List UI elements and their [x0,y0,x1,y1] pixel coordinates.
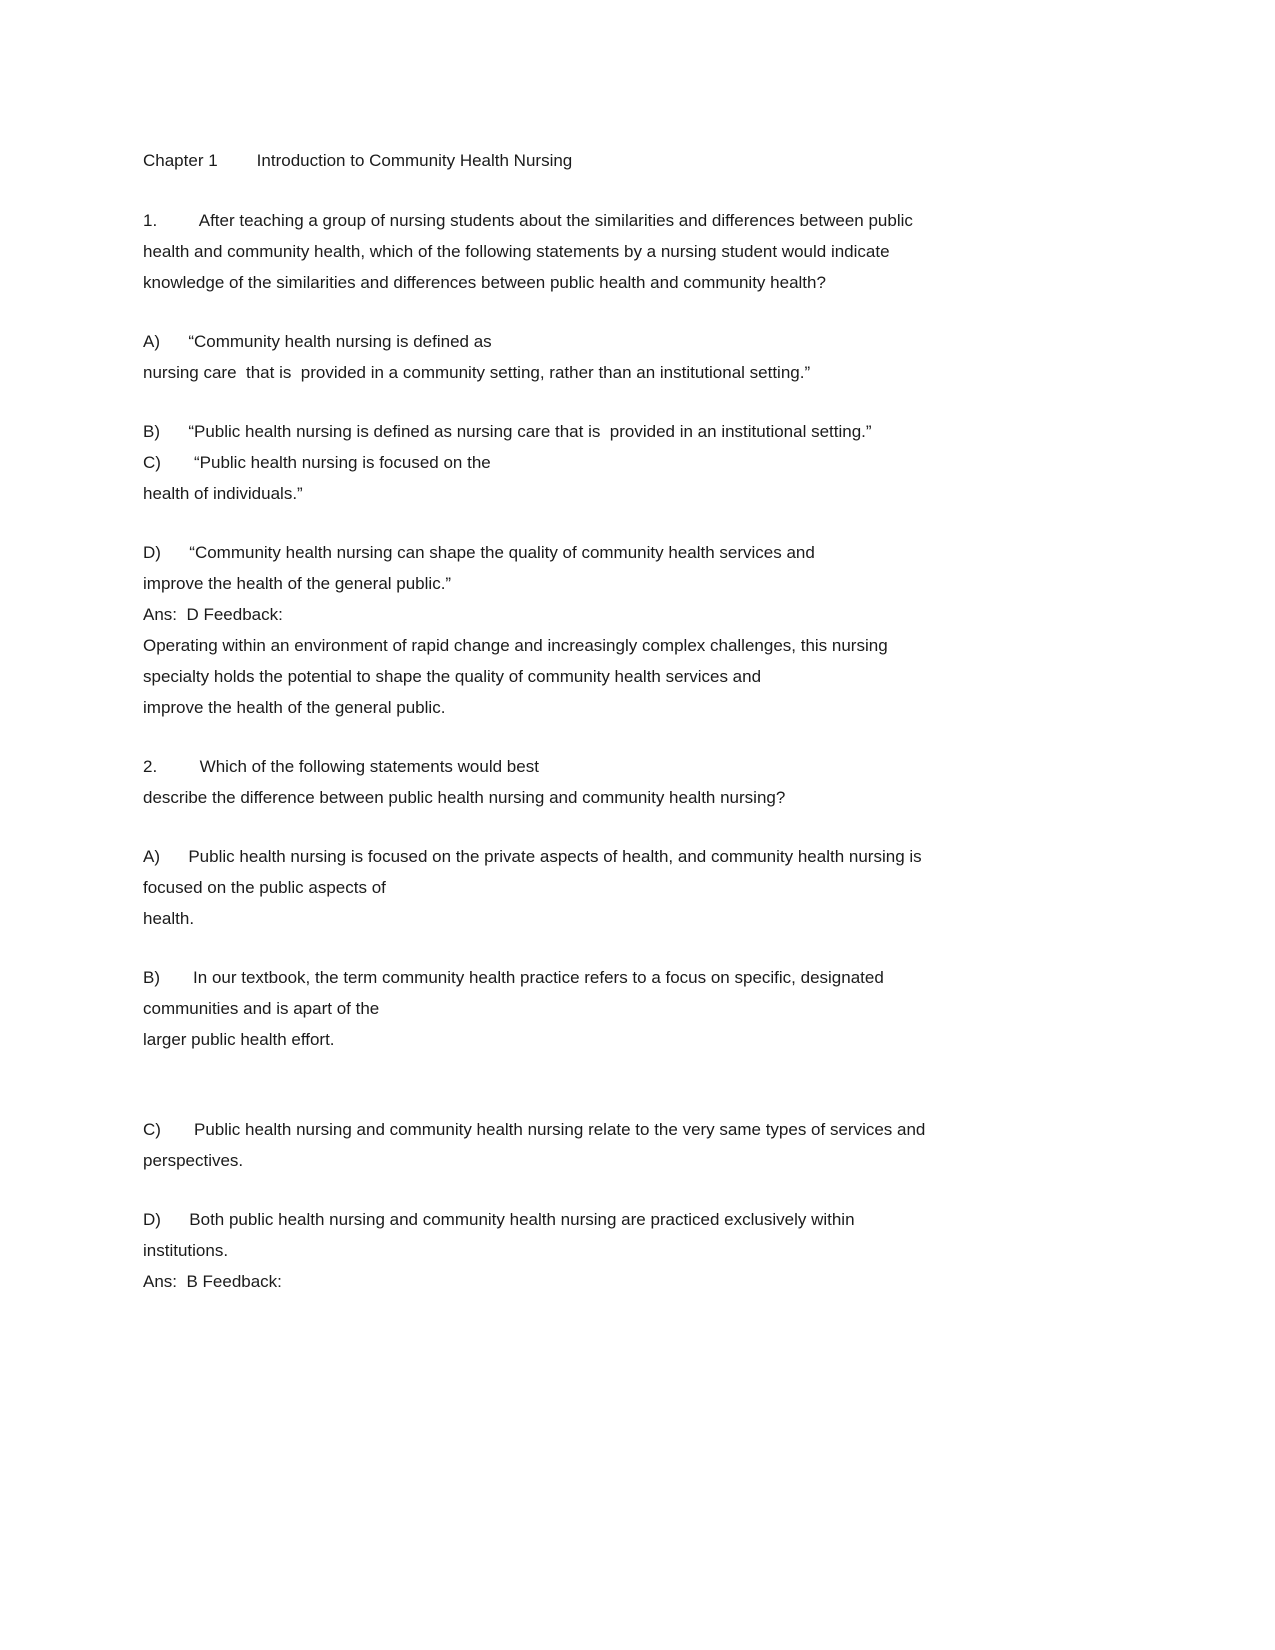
text-line: institutions. [143,1241,229,1260]
text-line: C) Public health nursing and community health nursing relate to the very same types of services and [143,1120,926,1139]
text-line: D) “Community health nursing can shape the quality of community health services and [143,543,815,562]
text-line: larger public health effort. [143,1030,335,1049]
text-line: specialty holds the potential to shape the quality of community health services and [143,667,762,686]
question-2-option-c [143,1114,1220,1176]
text-line: improve the health of the general public.” [143,574,452,593]
text-line: focused on the public aspects of [143,878,386,897]
question-1-option-a [143,326,1220,388]
chapter-label: Chapter 1 [143,151,218,170]
text-line: describe the difference between public health nursing and community health nursing? [143,788,786,807]
text-line: A) Public health nursing is focused on the private aspects of health, and community health nursing is [143,847,922,866]
text-line: perspectives. [143,1151,244,1170]
text-line: communities and is apart of the [143,999,380,1018]
text-line: B) “Public health nursing is defined as nursing care that is provided in an institutional setting.” [143,422,872,441]
text-line: 1. After teaching a group of nursing students about the similarities and differences between public [143,211,913,230]
text-line: Operating within an environment of rapid change and increasingly complex challenges, this nursing [143,636,888,655]
question-2-option-b [143,962,1220,1055]
text-line: improve the health of the general public. [143,698,446,717]
text-line: health of individuals.” [143,484,303,503]
text-line: 2. Which of the following statements would best [143,757,539,776]
text-line: health and community health, which of the following statements by a nursing student would indicate [143,242,890,261]
text-line: health. [143,909,195,928]
text-line: C) “Public health nursing is focused on the [143,453,491,472]
chapter-title-text: Introduction to Community Health Nursing [256,151,573,170]
question-2-option-d-answer [143,1204,1220,1297]
chapter-header [143,145,1220,176]
text-line: A) “Community health nursing is defined as [143,332,492,351]
question-2 [143,751,1220,813]
text-line: D) Both public health nursing and community health nursing are practiced exclusively within [143,1210,855,1229]
text-line: Ans: B Feedback: [143,1272,282,1291]
text-line: B) In our textbook, the term community health practice refers to a focus on specific, designated [143,968,884,987]
document-body [143,205,1220,1297]
question-1-options-b-c [143,416,1220,509]
text-line: Ans: D Feedback: [143,605,283,624]
question-2-option-a [143,841,1220,934]
text-line: knowledge of the similarities and differences between public health and community health? [143,273,826,292]
text-line: nursing care that is provided in a community setting, rather than an institutional setting.” [143,363,811,382]
question-1 [143,205,1220,298]
question-1-option-d-answer [143,537,1220,723]
